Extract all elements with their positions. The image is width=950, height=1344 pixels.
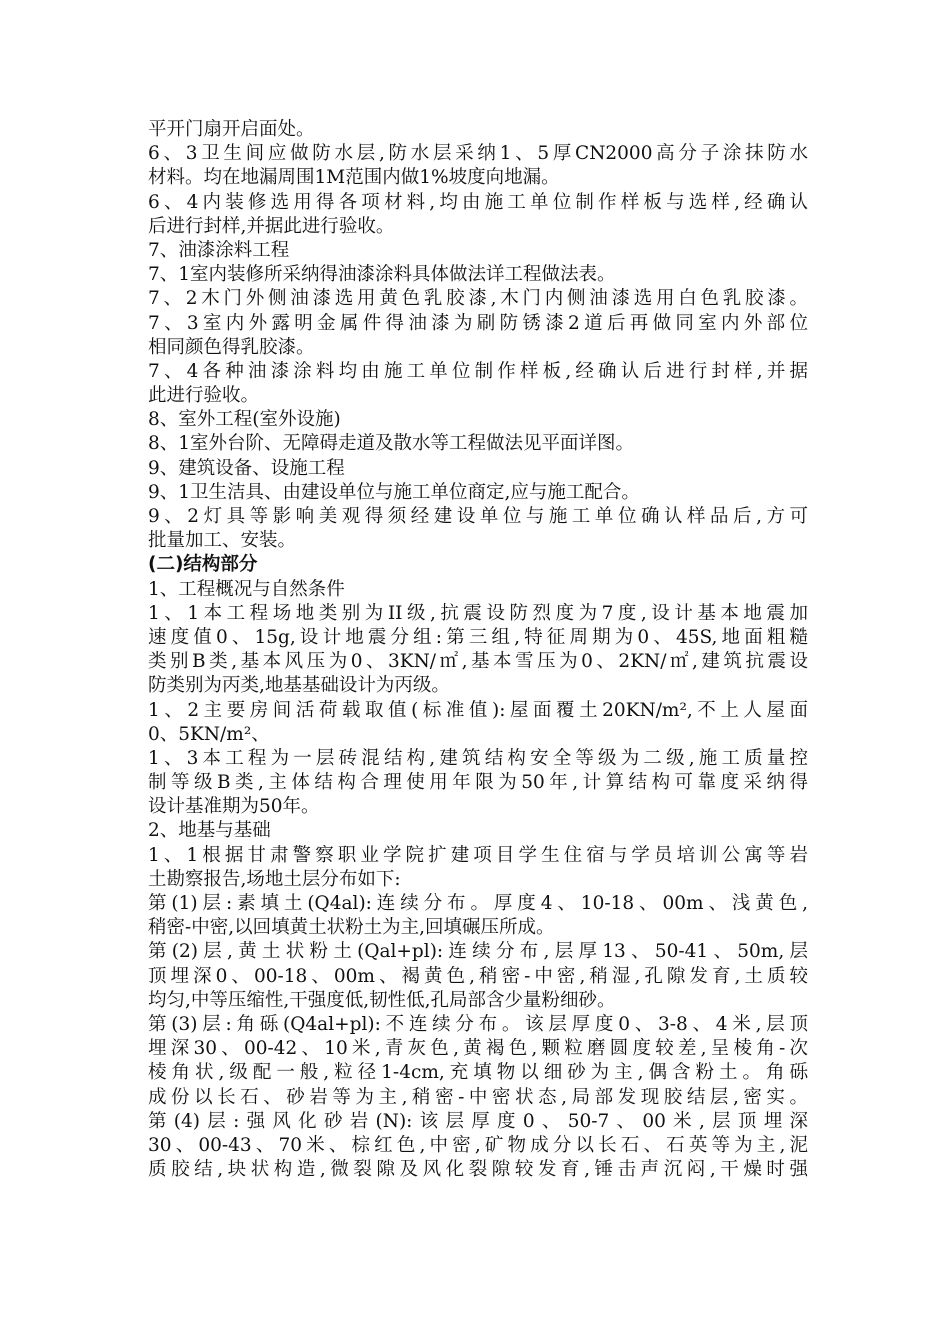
text-line: 均匀,中等压缩性,干强度低,韧性低,孔局部含少量粉细砂。	[148, 989, 616, 1011]
text-line: 2、地基与基础	[148, 820, 271, 842]
text-line: 8、室外工程(室外设施)	[148, 409, 341, 431]
text-line: 后进行封样,并据此进行验收。	[148, 215, 395, 237]
text-line: 第(4)层:强风化砂岩(N):该层厚度0、50-7、00米,层顶埋深	[148, 1110, 808, 1132]
text-line: 第(1)层:素填土(Q4al):连续分布。厚度4、10-18、00m、浅黄色,	[148, 893, 808, 914]
text-line: 1、1根据甘肃警察职业学院扩建项目学生住宿与学员培训公寓等岩	[148, 844, 808, 866]
text-line: 顶埋深0、00-18、00m、褐黄色,稍密-中密,稍湿,孔隙发育,土质较	[148, 965, 808, 987]
text-line: 设计基准期为50年。	[148, 796, 320, 818]
text-line: 相同颜色得乳胶漆。	[148, 336, 315, 358]
text-line: 质胶结,块状构造,微裂隙及风化裂隙较发育,锤击声沉闷,干燥时强	[148, 1159, 808, 1181]
text-line: 9、1卫生洁具、由建设单位与施工单位商定,应与施工配合。	[148, 481, 640, 503]
text-line: 批量加工、安装。	[148, 530, 297, 552]
text-line: 1、3本工程为一层砖混结构,建筑结构安全等级为二级,施工质量控	[148, 747, 808, 769]
text-line: 6、4内装修选用得各项材料,均由施工单位制作样板与选样,经确认	[148, 191, 808, 213]
text-line: 9、建筑设备、设施工程	[148, 457, 345, 479]
text-line: 土勘察报告,场地土层分布如下:	[148, 868, 401, 890]
text-line: 7、4各种油漆涂料均由施工单位制作样板,经确认后进行封样,并据	[148, 360, 808, 382]
text-line: 0、5KN/m²、	[148, 723, 270, 745]
text-line: 类别B类,基本风压为0、3KN/㎡,基本雪压为0、2KN/㎡,建筑抗震设	[148, 651, 808, 673]
text-line: 30、00-43、70米、棕红色,中密,矿物成分以长石、石英等为主,泥	[148, 1134, 808, 1156]
text-line: 7、2木门外侧油漆选用黄色乳胶漆,木门内侧油漆选用白色乳胶漆。	[148, 288, 808, 310]
text-line: 6、3卫生间应做防水层,防水层采纳1、5厚CN2000高分子涂抹防水	[148, 143, 808, 165]
text-line: 9、2灯具等影响美观得须经建设单位与施工单位确认样品后,方可	[148, 506, 808, 527]
text-line: 制等级B类,主体结构合理使用年限为50年,计算结构可靠度采纳得	[148, 772, 808, 794]
text-line: 平开门扇开启面处。	[148, 119, 315, 140]
text-line: 速度值0、15g,设计地震分组:第三组,特征周期为0、45S,地面粗糙	[148, 626, 808, 648]
text-line: 棱角状,级配一般,粒径1-4cm,充填物以细砂为主,偶含粉土。角砾	[148, 1062, 808, 1084]
text-line: 1、2主要房间活荷载取值(标准值):屋面覆土20KN/m²,不上人屋面	[148, 699, 808, 721]
text-line: 材料。均在地漏周围1M范围内做1%坡度向地漏。	[148, 167, 560, 189]
section-heading: (二)结构部分	[148, 554, 258, 576]
text-line: 防类别为丙类,地基基础设计为丙级。	[148, 675, 450, 697]
document-page	[148, 118, 808, 1182]
text-line: 第(2)层,黄土状粉土(Qal+pl):连续分布,层厚13、50-41、50m,层	[148, 941, 808, 963]
text-line: 1、工程概况与自然条件	[148, 578, 345, 600]
text-line: 此进行验收。	[148, 385, 260, 407]
text-line: 7、油漆涂料工程	[148, 239, 290, 261]
text-line: 7、3室内外露明金属件得油漆为刷防锈漆2道后再做同室内外部位	[148, 312, 808, 334]
text-line: 7、1室内装修所采纳得油漆涂料具体做法详工程做法表。	[148, 264, 616, 286]
text-line: 8、1室外台阶、无障碍走道及散水等工程做法见平面详图。	[148, 433, 635, 455]
text-line: 1、1本工程场地类别为II级,抗震设防烈度为7度,设计基本地震加	[148, 602, 808, 624]
text-line: 成份以长石、砂岩等为主,稍密-中密状态,局部发现胶结层,密实。	[148, 1086, 808, 1108]
text-line: 第(3)层:角砾(Q4al+pl):不连续分布。该层厚度0、3-8、4米,层顶	[148, 1013, 808, 1035]
text-line: 埋深30、00-42、10米,青灰色,黄褐色,颗粒磨圆度较差,呈棱角-次	[148, 1038, 808, 1060]
text-line: 稍密-中密,以回填黄土状粉土为主,回填碾压所成。	[148, 917, 555, 939]
